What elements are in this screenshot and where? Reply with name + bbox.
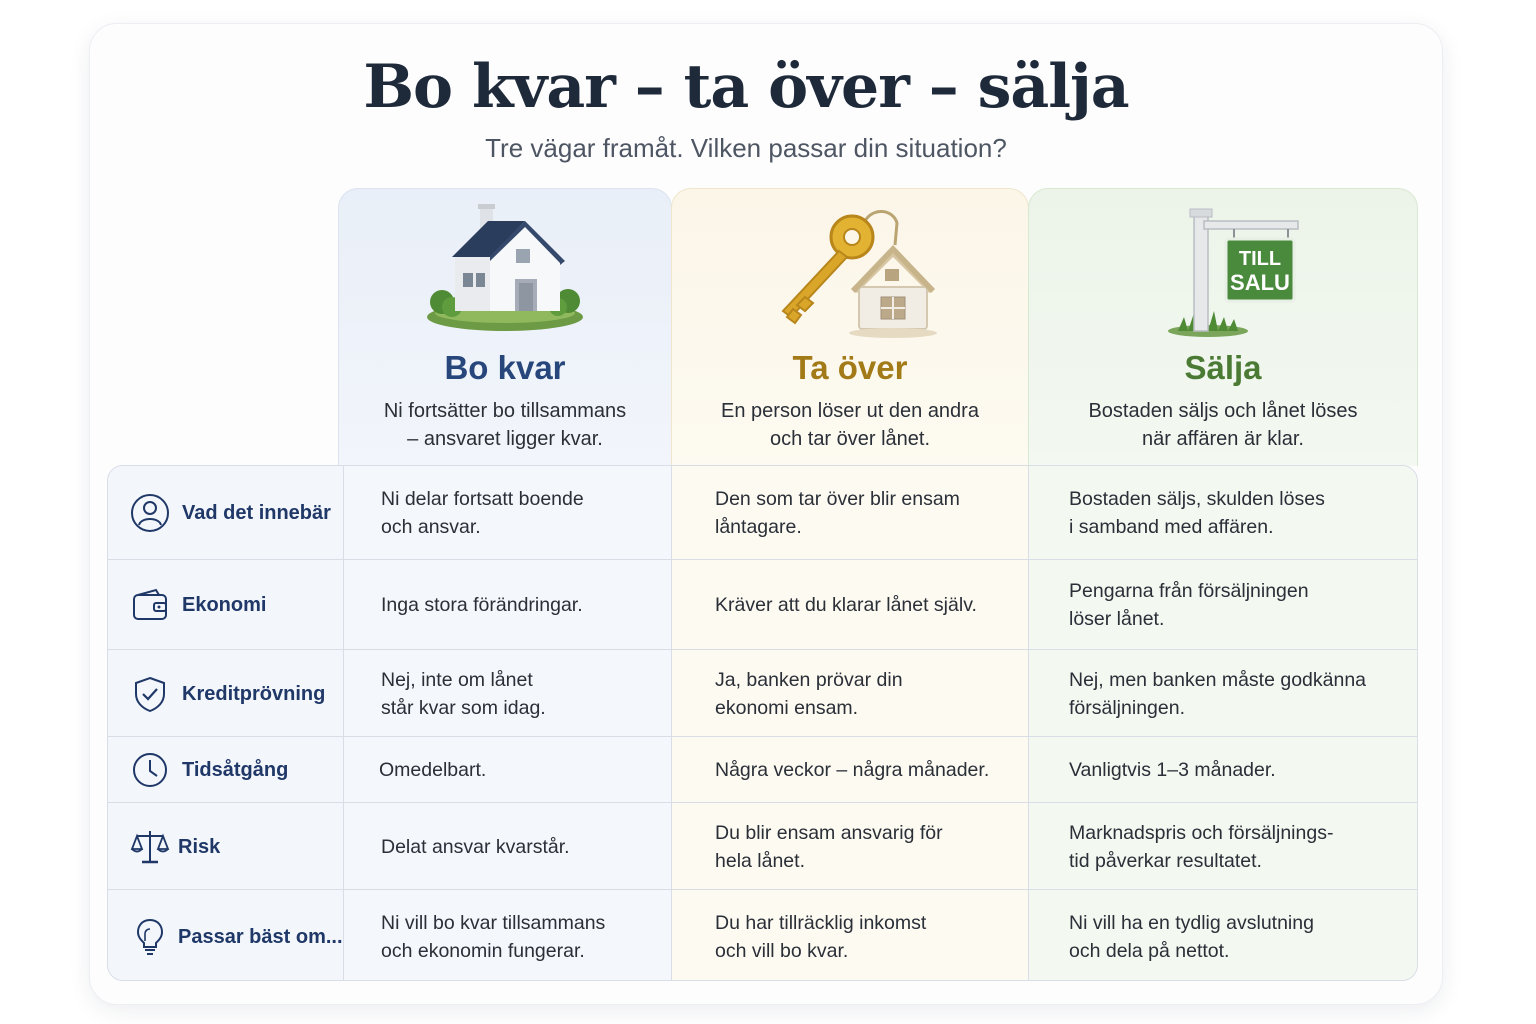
cell-salja: Nej, men banken måste godkänna försäljningen.	[1069, 668, 1367, 719]
option-description: Ni fortsätter bo tillsammans – ansvaret ligger kvar.	[383, 400, 627, 450]
cell-bo-kvar: Inga stora förändringar.	[381, 594, 583, 616]
row-label: Tidsåtgång	[182, 759, 289, 781]
shield-check-icon	[128, 672, 172, 716]
option-description: En person löser ut den andra och tar över lånet.	[721, 400, 979, 450]
cell-salja: Ni vill ha en tydlig avslutning och dela på nettot.	[1069, 911, 1314, 962]
option-title: Bo kvar	[444, 349, 566, 386]
option-bo-kvar	[338, 188, 672, 466]
table-row	[108, 889, 1417, 981]
cell-bo-kvar: Ni delar fortsatt boende och ansvar.	[381, 487, 584, 538]
row-label: Passar bäst om...	[178, 925, 343, 948]
comparison-table	[107, 465, 1418, 981]
cell-salja: Bostaden säljs, skulden löses i samband med affären.	[1069, 487, 1325, 538]
cell-salja: Pengarna från försäljningen löser lånet.	[1069, 580, 1309, 630]
cell-bo-kvar: Nej, inte om lånet står kvar som idag.	[381, 668, 546, 719]
sign-text-line-2: SALU	[1230, 270, 1290, 295]
house-icon	[420, 199, 590, 349]
for-sale-sign-icon	[1138, 199, 1308, 349]
cell-ta-over: Kräver att du klarar lånet själv.	[715, 594, 977, 616]
cell-bo-kvar: Omedelbart.	[379, 759, 487, 781]
table-row	[108, 649, 1417, 737]
wallet-icon	[128, 583, 172, 627]
cell-ta-over: Några veckor – några månader.	[715, 759, 990, 781]
row-label: Ekonomi	[182, 594, 267, 616]
page-subtitle: Tre vägar framåt. Vilken passar din situation?	[485, 133, 1007, 163]
page-title: Bo kvar – ta över – sälja	[363, 52, 1129, 122]
cell-ta-over: Den som tar över blir ensam låntagare.	[715, 487, 960, 538]
person-icon	[128, 491, 172, 535]
sign-text-line-1: TILL	[1238, 248, 1282, 270]
row-label: Risk	[178, 835, 221, 858]
table-row	[108, 559, 1417, 650]
cell-bo-kvar: Delat ansvar kvarstår.	[381, 835, 570, 858]
lightbulb-icon	[128, 915, 172, 959]
option-salja	[1028, 188, 1418, 466]
option-title: Sälja	[1184, 349, 1262, 386]
cell-salja: Marknadspris och försäljnings- tid påverkar resultatet.	[1069, 821, 1334, 872]
table-row	[108, 802, 1417, 890]
option-description: Bostaden säljs och lånet löses när affären är klar.	[1088, 400, 1358, 450]
cell-ta-over: Du har tillräcklig inkomst och vill bo kvar.	[715, 911, 927, 962]
option-ta-over	[671, 188, 1029, 466]
scale-icon	[128, 825, 172, 869]
cell-bo-kvar: Ni vill bo kvar tillsammans och ekonomin fungerar.	[381, 911, 606, 962]
table-row	[108, 736, 1417, 803]
clock-icon	[128, 748, 172, 792]
key-house-icon	[755, 199, 945, 349]
row-label: Kreditprövning	[182, 682, 326, 705]
option-title: Ta över	[792, 349, 908, 386]
table-row	[108, 466, 1417, 559]
cell-ta-over: Du blir ensam ansvarig för hela lånet.	[715, 821, 943, 872]
cell-ta-over: Ja, banken prövar din ekonomi ensam.	[715, 668, 903, 719]
row-label: Vad det innebär	[182, 501, 331, 524]
cell-salja: Vanligtvis 1–3 månader.	[1069, 759, 1276, 781]
